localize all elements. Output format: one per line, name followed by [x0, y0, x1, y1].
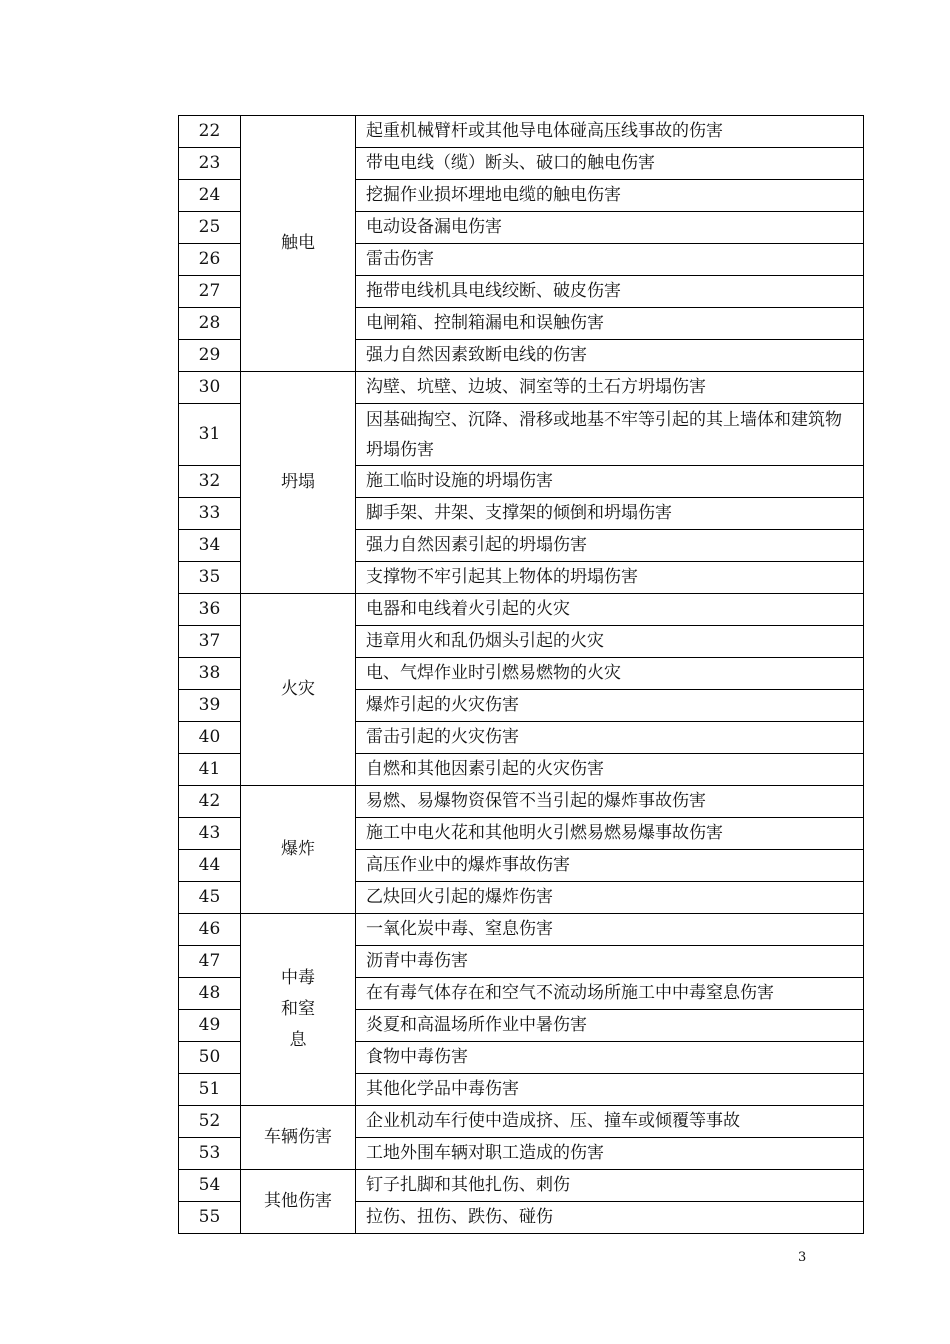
table-row	[179, 1170, 864, 1202]
row-number: 23	[179, 148, 241, 180]
row-number: 53	[179, 1138, 241, 1170]
hazard-description: 其他化学品中毒伤害	[356, 1074, 864, 1106]
row-number: 41	[179, 754, 241, 786]
row-number: 39	[179, 690, 241, 722]
row-number: 47	[179, 946, 241, 978]
hazard-description: 电动设备漏电伤害	[356, 212, 864, 244]
row-number: 31	[179, 404, 241, 466]
hazard-description: 电器和电线着火引起的火灾	[356, 594, 864, 626]
row-number: 34	[179, 530, 241, 562]
hazard-description: 强力自然因素引起的坍塌伤害	[356, 530, 864, 562]
row-number: 32	[179, 466, 241, 498]
row-number: 22	[179, 116, 241, 148]
hazard-description: 脚手架、井架、支撑架的倾倒和坍塌伤害	[356, 498, 864, 530]
hazard-description: 电、气焊作业时引燃易燃物的火灾	[356, 658, 864, 690]
row-number: 43	[179, 818, 241, 850]
category-cell: 中毒和窒息	[241, 914, 356, 1106]
row-number: 28	[179, 308, 241, 340]
row-number: 33	[179, 498, 241, 530]
hazard-description: 一氧化炭中毒、窒息伤害	[356, 914, 864, 946]
row-number: 50	[179, 1042, 241, 1074]
row-number: 44	[179, 850, 241, 882]
hazard-table	[178, 115, 864, 1234]
row-number: 36	[179, 594, 241, 626]
category-cell: 火灾	[241, 594, 356, 786]
row-number: 46	[179, 914, 241, 946]
hazard-description: 电闸箱、控制箱漏电和误触伤害	[356, 308, 864, 340]
table-row	[179, 786, 864, 818]
hazard-description: 高压作业中的爆炸事故伤害	[356, 850, 864, 882]
table-row	[179, 914, 864, 946]
row-number: 42	[179, 786, 241, 818]
row-number: 48	[179, 978, 241, 1010]
row-number: 40	[179, 722, 241, 754]
hazard-description: 挖掘作业损坏埋地电缆的触电伤害	[356, 180, 864, 212]
page-number: 3	[798, 1250, 807, 1265]
hazard-description: 违章用火和乱仍烟头引起的火灾	[356, 626, 864, 658]
hazard-description: 雷击引起的火灾伤害	[356, 722, 864, 754]
hazard-description: 带电电线（缆）断头、破口的触电伤害	[356, 148, 864, 180]
hazard-description: 因基础掏空、沉降、滑移或地基不牢等引起的其上墙体和建筑物坍塌伤害	[356, 404, 864, 466]
hazard-description: 易燃、易爆物资保管不当引起的爆炸事故伤害	[356, 786, 864, 818]
table-row	[179, 372, 864, 404]
category-cell: 坍塌	[241, 372, 356, 594]
hazard-description: 沥青中毒伤害	[356, 946, 864, 978]
category-cell: 爆炸	[241, 786, 356, 914]
row-number: 35	[179, 562, 241, 594]
row-number: 30	[179, 372, 241, 404]
row-number: 54	[179, 1170, 241, 1202]
hazard-description: 工地外围车辆对职工造成的伤害	[356, 1138, 864, 1170]
category-cell: 车辆伤害	[241, 1106, 356, 1170]
row-number: 45	[179, 882, 241, 914]
hazard-description: 拉伤、扭伤、跌伤、碰伤	[356, 1202, 864, 1234]
hazard-description: 在有毒气体存在和空气不流动场所施工中中毒窒息伤害	[356, 978, 864, 1010]
hazard-description: 施工中电火花和其他明火引燃易燃易爆事故伤害	[356, 818, 864, 850]
hazard-table-body	[179, 116, 864, 1234]
category-cell: 其他伤害	[241, 1170, 356, 1234]
table-row	[179, 1106, 864, 1138]
row-number: 26	[179, 244, 241, 276]
category-cell: 触电	[241, 116, 356, 372]
hazard-description: 拖带电线机具电线绞断、破皮伤害	[356, 276, 864, 308]
hazard-description: 强力自然因素致断电线的伤害	[356, 340, 864, 372]
row-number: 29	[179, 340, 241, 372]
row-number: 55	[179, 1202, 241, 1234]
table-row	[179, 116, 864, 148]
hazard-description: 沟壁、坑壁、边坡、洞室等的土石方坍塌伤害	[356, 372, 864, 404]
row-number: 49	[179, 1010, 241, 1042]
row-number: 25	[179, 212, 241, 244]
hazard-description: 自燃和其他因素引起的火灾伤害	[356, 754, 864, 786]
hazard-description: 炎夏和高温场所作业中暑伤害	[356, 1010, 864, 1042]
table-row	[179, 594, 864, 626]
row-number: 51	[179, 1074, 241, 1106]
hazard-description: 钉子扎脚和其他扎伤、刺伤	[356, 1170, 864, 1202]
row-number: 52	[179, 1106, 241, 1138]
row-number: 24	[179, 180, 241, 212]
hazard-description: 施工临时设施的坍塌伤害	[356, 466, 864, 498]
hazard-description: 爆炸引起的火灾伤害	[356, 690, 864, 722]
row-number: 27	[179, 276, 241, 308]
hazard-description: 支撑物不牢引起其上物体的坍塌伤害	[356, 562, 864, 594]
row-number: 38	[179, 658, 241, 690]
hazard-description: 雷击伤害	[356, 244, 864, 276]
hazard-description: 企业机动车行使中造成挤、压、撞车或倾覆等事故	[356, 1106, 864, 1138]
hazard-description: 食物中毒伤害	[356, 1042, 864, 1074]
row-number: 37	[179, 626, 241, 658]
hazard-description: 起重机械臂杆或其他导电体碰高压线事故的伤害	[356, 116, 864, 148]
hazard-description: 乙炔回火引起的爆炸伤害	[356, 882, 864, 914]
